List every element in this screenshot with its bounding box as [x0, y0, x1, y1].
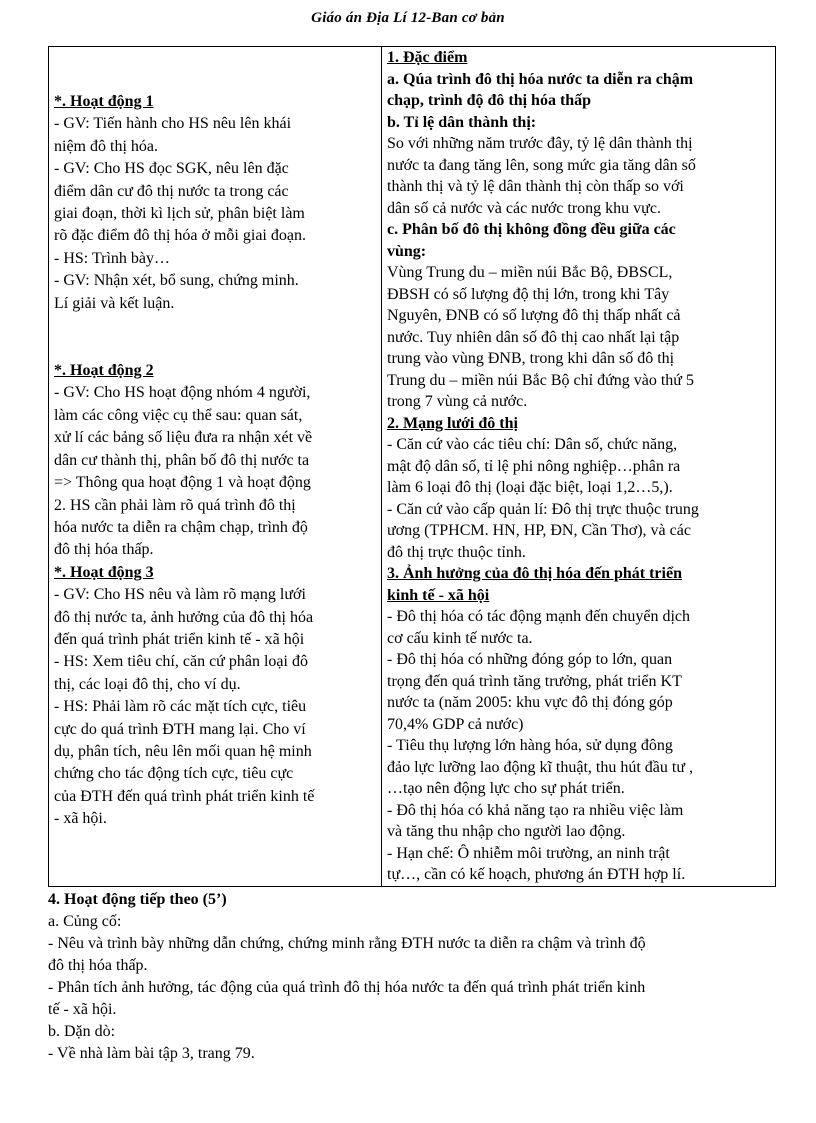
text-line: làm 6 loại đô thị (loại đặc biệt, loại 1,2…5,). [387, 479, 673, 496]
text-line: hóa nước ta diễn ra chậm chạp, trình độ [54, 518, 308, 536]
activity-2-body [54, 382, 377, 561]
text-line: chứng cho tác động tích cực, tiêu cực [54, 765, 294, 783]
text-line: - Phân tích ảnh hưởng, tác động của quá trình đô thị hóa nước ta đến quá trình phát triển kinh [48, 979, 646, 996]
section-1c-body [387, 262, 771, 413]
text-line: …tạo nên động lực cho sự phát triển. [387, 780, 625, 797]
homework-label: b. Dặn dò: [48, 1023, 116, 1040]
text-line: c. Phân bố đô thị không đồng đều giữa các [387, 221, 676, 238]
text-line: nước ta đang tăng lên, song mức gia tăng dân số [387, 156, 696, 174]
text-line: - HS: Xem tiêu chí, căn cứ phân loại đô [54, 653, 308, 671]
text-line: của ĐTH đến quá trình phát triển kinh tế [54, 787, 315, 805]
section-3-body [387, 606, 771, 886]
text-line: - Căn cứ vào các tiêu chí: Dân số, chức năng, [387, 436, 678, 453]
section-3-heading [387, 563, 771, 606]
activity-3-body [54, 584, 377, 830]
text-line: chạp, trình độ đô thị hóa thấp [387, 92, 592, 109]
text-line: a. Qúa trình đô thị hóa nước ta diễn ra chậm [387, 70, 694, 88]
text-line: 70,4% GDP cả nước) [387, 715, 524, 733]
page-header: Giáo án Địa Lí 12-Ban cơ bản [311, 10, 505, 26]
teacher-student-activities-column [49, 47, 382, 887]
text-line: cực do quá trình ĐTH mang lại. Cho ví [54, 720, 306, 738]
text-line: rõ đặc điểm đô thị hóa ở mỗi giai đoạn. [54, 227, 306, 245]
text-line: đảo lực lưỡng lao động kĩ thuật, thu hút đầu tư , [387, 758, 693, 776]
text-line: - Hạn chế: Ô nhiễm môi trường, an ninh trật [387, 844, 670, 862]
text-line: mật độ dân số, tỉ lệ phi nông nghiệp…phân ra [387, 457, 681, 475]
text-line: 3. Ảnh hưởng của đô thị hóa đến phát triển [387, 565, 682, 582]
follow-up-title: 4. Hoạt động tiếp theo (5’) [48, 891, 227, 908]
text-line: trung vào vùng ĐNB, trong khi dân số đô thị [387, 350, 675, 367]
text-line: nước ta (năm 2005: khu vực đô thị đóng góp [387, 694, 673, 711]
text-line: dụ, phân tích, nêu lên mối quan hệ minh [54, 742, 312, 760]
text-line: niệm đô thị hóa. [54, 137, 158, 155]
follow-up-section [48, 889, 776, 1065]
activity-1-body [54, 113, 377, 315]
section-2-body [387, 434, 771, 563]
activity-2-title: *. Hoạt động 2 [54, 362, 154, 380]
text-line: kinh tế - xã hội [387, 586, 490, 604]
text-line: - HS: Phải làm rõ các mặt tích cực, tiêu [54, 698, 307, 716]
text-line: trong 7 vùng cả nước. [387, 393, 528, 410]
text-line: ương (TPHCM. HN, HP, ĐN, Cần Thơ), và các [387, 522, 691, 539]
text-line: đến quá trình phát triển kinh tế - xã hội [54, 630, 305, 648]
section-1-heading: 1. Đặc điểm [387, 49, 468, 66]
text-line: Lí giải và kết luận. [54, 294, 175, 312]
table-row [49, 47, 776, 887]
text-line: thị, các loại đô thị, cho ví dụ. [54, 675, 241, 693]
text-line: và tăng thu nhập cho người lao động. [387, 823, 626, 840]
text-line: ĐBSH có số lượng độ thị lớn, trong khi Tây [387, 285, 670, 303]
text-line: - GV: Nhận xét, bổ sung, chứng minh. [54, 272, 299, 290]
text-line: - GV: Tiến hành cho HS nêu lên khái [54, 115, 292, 133]
activity-3-title: *. Hoạt động 3 [54, 563, 154, 581]
text-line: Vùng Trung du – miền núi Bắc Bộ, ĐBSCL, [387, 264, 673, 281]
text-line: tự…, cần có kế hoạch, phương án ĐTH hợp lí. [387, 866, 686, 883]
text-line: Trung du – miền núi Bắc Bộ chỉ đứng vào thứ 5 [387, 371, 694, 389]
text-line: - Tiêu thụ lượng lớn hàng hóa, sử dụng đông [387, 737, 673, 754]
text-line: đô thị hóa thấp. [54, 541, 154, 559]
text-line: - Về nhà làm bài tập 3, trang 79. [48, 1045, 255, 1062]
text-line: So với những năm trước đây, tỷ lệ dân thành thị [387, 135, 693, 152]
text-line: đô thị hóa thấp. [48, 957, 148, 974]
text-line: thành thị và tỷ lệ dân thành thị còn thấp so với [387, 178, 684, 195]
consolidation-label: a. Củng cố: [48, 913, 122, 930]
section-2-heading: 2. Mạng lưới đô thị [387, 414, 518, 432]
consolidation-body [48, 933, 776, 1021]
text-line: làm các công việc cụ thể sau: quan sát, [54, 406, 303, 424]
lesson-table [48, 46, 776, 887]
text-line: - Đô thị hóa có tác động mạnh đến chuyển dịch [387, 608, 691, 625]
text-line: tế - xã hội. [48, 1001, 117, 1018]
text-line: dân cư thành thị, phân bố đô thị nước ta [54, 451, 310, 469]
text-line: đô thị trực thuộc tỉnh. [387, 543, 526, 561]
text-line: - Căn cứ vào cấp quản lí: Đô thị trực thuộc trung [387, 500, 699, 518]
text-line: điểm dân cư đô thị nước ta trong các [54, 182, 289, 200]
text-line: - HS: Trình bày… [54, 249, 171, 267]
text-line: - GV: Cho HS đọc SGK, nêu lên đặc [54, 160, 289, 178]
text-line: - Đô thị hóa có những đóng góp to lớn, quan [387, 651, 673, 668]
text-line: - GV: Cho HS nêu và làm rõ mạng lưới [54, 586, 306, 604]
text-line: dân số cả nước và các nước trong khu vực. [387, 199, 661, 217]
activity-1-title: *. Hoạt động 1 [54, 93, 154, 110]
text-line: nước. Tuy nhiên dân số đô thị cao nhất lại tập [387, 328, 680, 346]
text-line: 2. HS cần phải làm rõ quá trình đô thị [54, 496, 296, 514]
section-1c-heading [387, 219, 771, 262]
text-line: vùng: [387, 242, 427, 260]
text-line: Nguyên, ĐNB có số lượng đô thị thấp nhất cả [387, 307, 681, 324]
homework-body [48, 1043, 776, 1065]
text-line: - Nêu và trình bày những dẫn chứng, chứng minh rằng ĐTH nước ta diễn ra chậm và trình độ [48, 935, 646, 952]
section-1b-body [387, 133, 771, 219]
text-line: cơ cấu kinh tế nước ta. [387, 629, 533, 647]
text-line: => Thông qua hoạt động 1 và hoạt động [54, 474, 311, 492]
text-line: - GV: Cho HS hoạt động nhóm 4 người, [54, 384, 311, 402]
text-line: trọng đến quá trình tăng trưởng, phát triển KT [387, 672, 682, 690]
text-line: - xã hội. [54, 810, 107, 828]
section-1b-heading: b. Tỉ lệ dân thành thị: [387, 113, 537, 131]
text-line: đô thị nước ta, ảnh hưởng của đô thị hóa [54, 608, 314, 626]
content-column [382, 47, 776, 887]
text-line: giai đoạn, thời kì lịch sử, phân biệt làm [54, 205, 305, 223]
text-line: xử lí các bảng số liệu đưa ra nhận xét về [54, 429, 313, 447]
section-1a-heading [387, 69, 771, 112]
text-line: - Đô thị hóa có khả năng tạo ra nhiều việc làm [387, 801, 684, 819]
